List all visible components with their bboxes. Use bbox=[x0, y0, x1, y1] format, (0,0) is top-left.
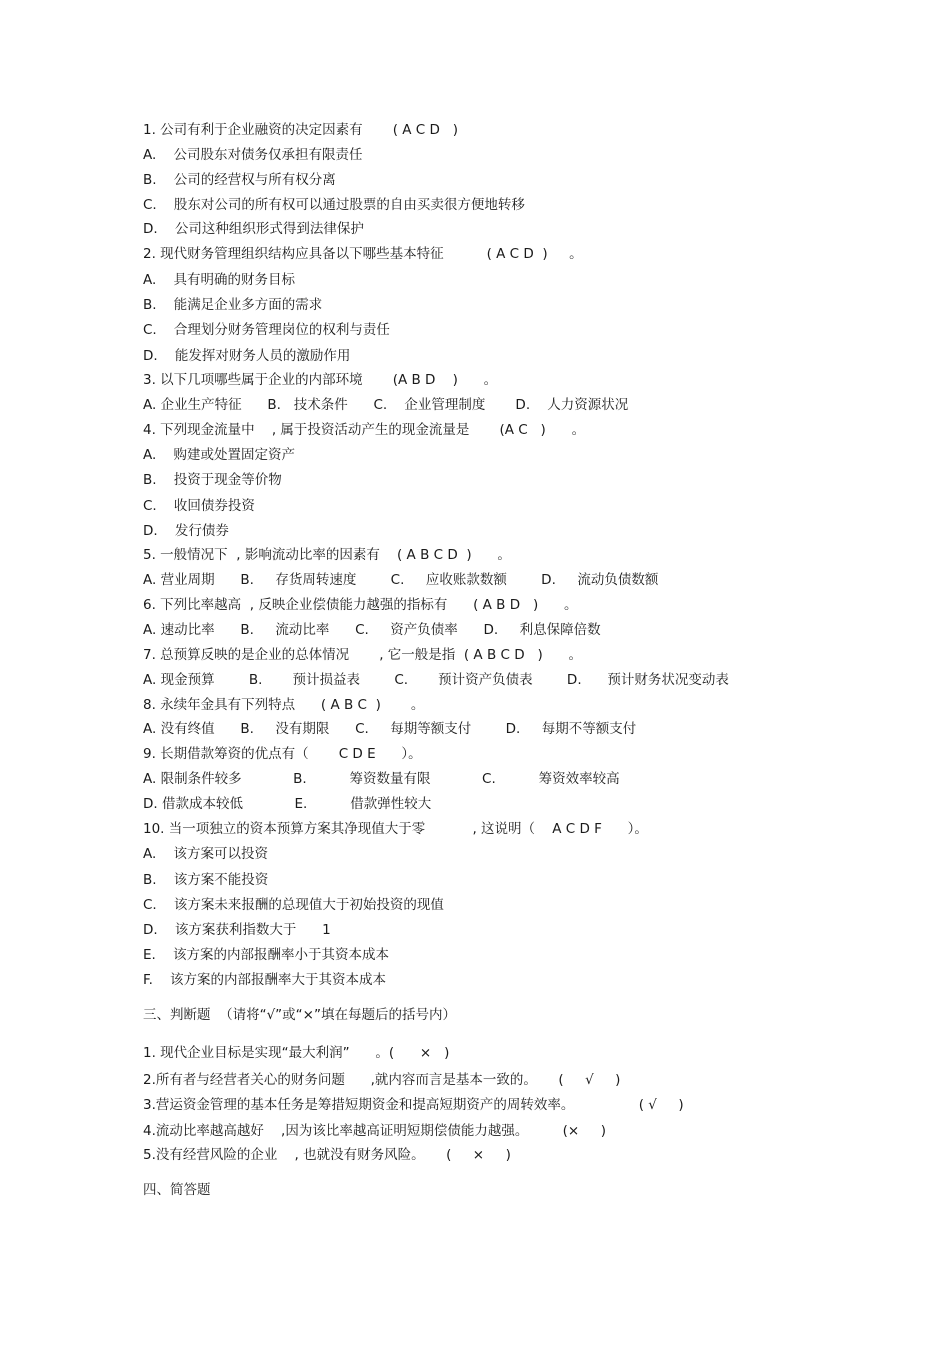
text-line: D. 发行债券 bbox=[143, 523, 229, 539]
text-line: 三、判断题 （请将“√”或“×”填在每题后的括号内） bbox=[143, 1007, 456, 1023]
text-line: 3. 以下几项哪些属于企业的内部环境 (A B D ) 。 bbox=[143, 372, 498, 388]
text-line: A. 具有明确的财务目标 bbox=[143, 272, 295, 288]
text-line: 10. 当一项独立的资本预算方案其净现值大于零 , 这说明（ A C D F ）。 bbox=[143, 821, 648, 837]
text-line: A. 公司股东对债务仅承担有限责任 bbox=[143, 147, 363, 163]
text-line: A. 现金预算 B. 预计损益表 C. 预计资产负债表 D. 预计财务状况变动表 bbox=[143, 672, 729, 688]
text-line: 3.营运资金管理的基本任务是筹措短期资金和提高短期资产的周转效率。 ( √ ) bbox=[143, 1097, 684, 1113]
text-line: C. 收回债券投资 bbox=[143, 498, 255, 514]
text-line: F. 该方案的内部报酬率大于其资本成本 bbox=[143, 972, 387, 988]
text-line: C. 合理划分财务管理岗位的权利与责任 bbox=[143, 322, 390, 338]
text-line: 1. 现代企业目标是实现“最大利润” 。( × ) bbox=[143, 1045, 450, 1061]
text-line: 6. 下列比率越高 , 反映企业偿债能力越强的指标有 ( A B D ) 。 bbox=[143, 597, 578, 613]
text-line: 4.流动比率越高越好 ,因为该比率越高证明短期偿债能力越强。 (× ) bbox=[143, 1123, 606, 1139]
text-line: C. 股东对公司的所有权可以通过股票的自由买卖很方便地转移 bbox=[143, 197, 525, 213]
text-line: 5. 一般情况下 , 影响流动比率的因素有 ( A B C D ) 。 bbox=[143, 547, 511, 563]
text-line: 2. 现代财务管理组织结构应具备以下哪些基本特征 ( A C D ) 。 bbox=[143, 246, 583, 262]
text-line: A. 该方案可以投资 bbox=[143, 846, 268, 862]
text-line: D. 该方案获利指数大于 1 bbox=[143, 922, 331, 938]
text-line: B. 公司的经营权与所有权分离 bbox=[143, 172, 336, 188]
text-line: B. 能满足企业多方面的需求 bbox=[143, 297, 323, 313]
text-line: D. 能发挥对财务人员的激励作用 bbox=[143, 348, 351, 364]
text-line: 2.所有者与经营者关心的财务问题 ,就内容而言是基本一致的。 ( √ ) bbox=[143, 1072, 621, 1088]
text-line: B. 该方案不能投资 bbox=[143, 872, 269, 888]
text-line: A. 速动比率 B. 流动比率 C. 资产负债率 D. 利息保障倍数 bbox=[143, 622, 601, 638]
text-line: C. 该方案未来报酬的总现值大于初始投资的现值 bbox=[143, 897, 444, 913]
text-line: 5.没有经营风险的企业 , 也就没有财务风险。 ( × ) bbox=[143, 1147, 511, 1163]
text-line: A. 营业周期 B. 存货周转速度 C. 应收账款数额 D. 流动负债数额 bbox=[143, 572, 659, 588]
text-line: D. 公司这种组织形式得到法律保护 bbox=[143, 221, 364, 237]
text-line: A. 限制条件较多 B. 筹资数量有限 C. 筹资效率较高 bbox=[143, 771, 620, 787]
text-line: B. 投资于现金等价物 bbox=[143, 472, 282, 488]
text-line: 4. 下列现金流量中 , 属于投资活动产生的现金流量是 (A C ) 。 bbox=[143, 422, 586, 438]
text-line: 8. 永续年金具有下列特点 ( A B C ) 。 bbox=[143, 697, 425, 713]
text-line: 7. 总预算反映的是企业的总体情况 , 它一般是指 ( A B C D ) 。 bbox=[143, 647, 583, 663]
text-line: A. 购建或处置固定资产 bbox=[143, 447, 295, 463]
text-line: A. 没有终值 B. 没有期限 C. 每期等额支付 D. 每期不等额支付 bbox=[143, 721, 637, 737]
text-line: 四、简答题 bbox=[143, 1182, 211, 1198]
text-line: 1. 公司有利于企业融资的决定因素有 ( A C D ) bbox=[143, 122, 459, 138]
text-line: D. 借款成本较低 E. 借款弹性较大 bbox=[143, 796, 432, 812]
text-line: A. 企业生产特征 B. 技术条件 C. 企业管理制度 D. 人力资源状况 bbox=[143, 397, 629, 413]
text-line: 9. 长期借款筹资的优点有（ C D E ）。 bbox=[143, 746, 422, 762]
text-line: E. 该方案的内部报酬率小于其资本成本 bbox=[143, 947, 389, 963]
